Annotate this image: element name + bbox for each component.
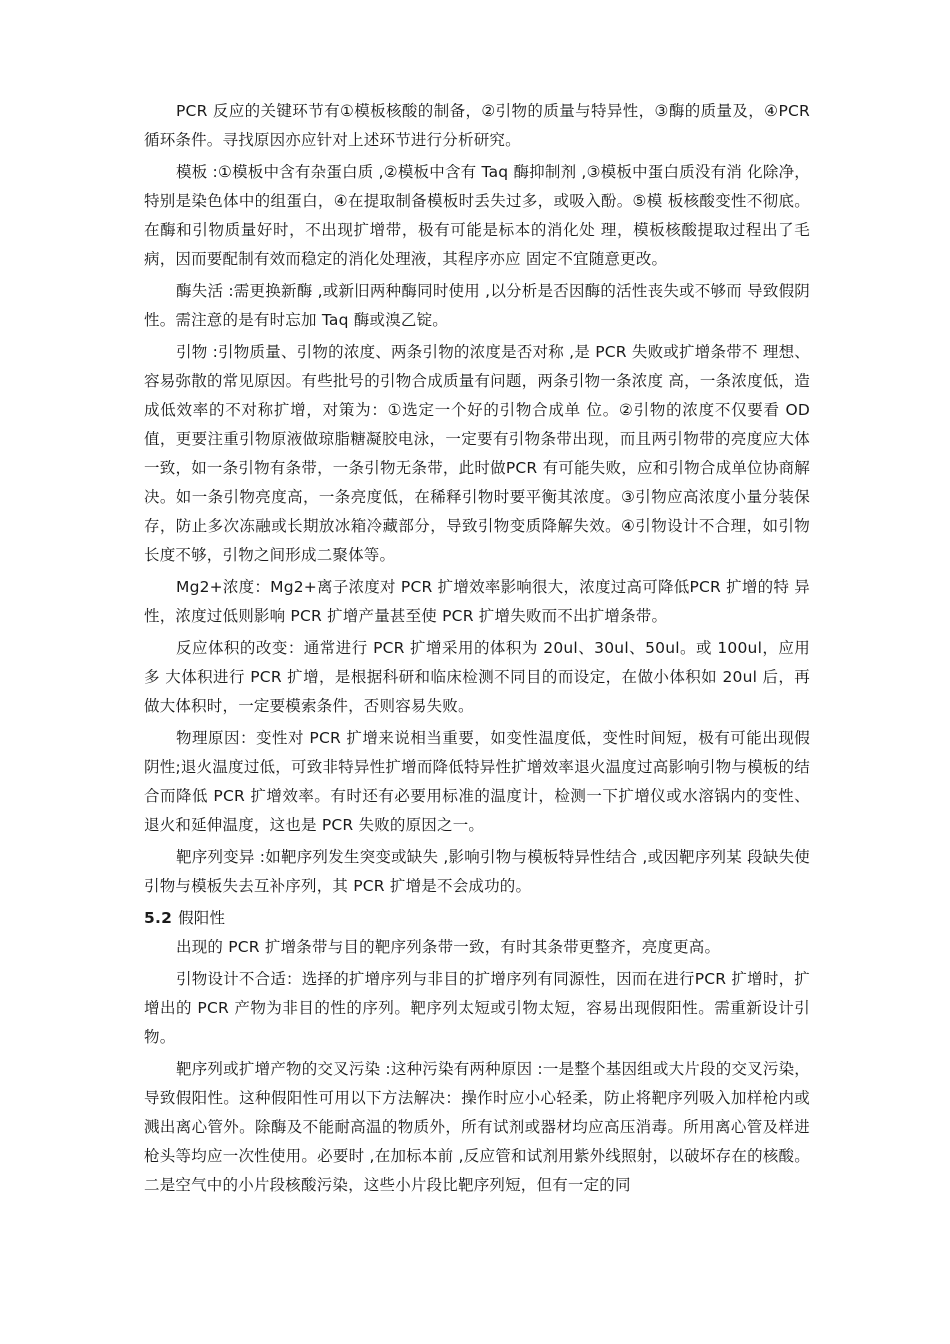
section-title: 假阳性 bbox=[178, 909, 226, 927]
paragraph-pcr-key-steps: PCR 反应的关键环节有①模板核酸的制备，②引物的质量与特异性，③酶的质量及，④PCR 循环条件。寻找原因亦应针对上述环节进行分析研究。 bbox=[144, 102, 810, 149]
paragraph-false-positive-intro: 出现的 PCR 扩增条带与目的靶序列条带一致，有时其条带更整齐，亮度更高。 bbox=[176, 938, 721, 956]
paragraph-mg-concentration: Mg2+浓度：Mg2+离子浓度对 PCR 扩增效率影响很大，浓度过高可降低PCR 扩增的特 异性，浓度过低则影响 PCR 扩增产量甚至使 PCR 扩增失败而不出扩增条带。 bbox=[144, 578, 810, 625]
paragraph-primer-design: 引物设计不合适：选择的扩增序列与非目的扩增序列有同源性，因而在进行PCR 扩增时，扩增出的 PCR 产物为非目的性的序列。靶序列太短或引物太短，容易出现假阳性。需重新设计引物。 bbox=[144, 970, 810, 1046]
paragraph-physical-causes: 物理原因：变性对 PCR 扩增来说相当重要，如变性温度低，变性时间短，极有可能出现假阴性;退火温度过低，可致非特异性扩增而降低特异性扩增效率退火温度过高影响引物与模板的结合而降低 PCR 扩增效率。有时还有必要用标准的温度计，检测一下扩增仪或水溶锅内的变性、退火和延伸温度，这也是 PCR 失败的原因之一。 bbox=[144, 729, 810, 834]
paragraph-reaction-volume: 反应体积的改变：通常进行 PCR 扩增采用的体积为 20ul、30ul、50ul。或 100ul，应用多 大体积进行 PCR 扩增，是根据科研和临床检测不同目的而设定，在做小体积如 20ul 后，再做大体积时，一定要模索条件，否则容易失败。 bbox=[144, 639, 810, 715]
paragraph-enzyme-inactivation: 酶失活 :需更换新酶 ,或新旧两种酶同时使用 ,以分析是否因酶的活性丧失或不够而 导致假阴性。需注意的是有时忘加 Taq 酶或溴乙锭。 bbox=[144, 282, 810, 329]
paragraph-template: 模板 :①模板中含有杂蛋白质 ,②模板中含有 Taq 酶抑制剂 ,③模板中蛋白质没有消 化除净，特别是染色体中的组蛋白，④在提取制备模板时丢失过多，或吸入酚。⑤模 板核酸变性不彻底。在酶和引物质量好时，不出现扩增带，极有可能是标本的消化处 理，模板核酸提取过程出了毛病，因而要配制有效而稳定的消化处理液，其程序亦应 固定不宜随意更改。 bbox=[144, 163, 810, 268]
paragraph-primer: 引物 :引物质量、引物的浓度、两条引物的浓度是否对称 ,是 PCR 失败或扩增条带不 理想、容易弥散的常见原因。有些批号的引物合成质量有问题，两条引物一条浓度 高，一条浓度低，造成低效率的不对称扩增，对策为：①选定一个好的引物合成单 位。②引物的浓度不仅要看 OD 值，更要注重引物原液做琼脂糖凝胶电泳，一定要有引物条带出现，而且两引物带的亮度应大体一致，如一条引物有条带，一条引物无条带，此时做PCR 有可能失败，应和引物合成单位协商解决。如一条引物亮度高，一条亮度低，在稀释引物时要平衡其浓度。③引物应高浓度小量分装保存，防止多次冻融或长期放冰箱冷藏部分，导致引物变质降解失效。④引物设计不合理，如引物长度不够，引物之间形成二聚体等。 bbox=[144, 343, 810, 564]
document-page bbox=[144, 97, 810, 1203]
paragraph-cross-contamination: 靶序列或扩增产物的交叉污染 :这种污染有两种原因 :一是整个基因组或大片段的交叉污染，导致假阳性。这种假阳性可用以下方法解决：操作时应小心轻柔，防止将靶序列吸入加样枪内或溅出离心管外。除酶及不能耐高温的物质外，所有试剂或器材均应高压消毒。所用离心管及样进枪头等均应一次性使用。必要时 ,在加标本前 ,反应管和试剂用紫外线照射，以破坏存在的核酸。二是空气中的小片段核酸污染，这些小片段比靶序列短，但有一定的同 bbox=[144, 1060, 810, 1194]
section-number: 5.2 bbox=[144, 909, 173, 927]
section-heading-false-positive bbox=[144, 904, 810, 933]
paragraph-target-mutation: 靶序列变异 :如靶序列发生突变或缺失 ,影响引物与模板特异性结合 ,或因靶序列某 段缺失使引物与模板失去互补序列，其 PCR 扩增是不会成功的。 bbox=[144, 848, 810, 895]
